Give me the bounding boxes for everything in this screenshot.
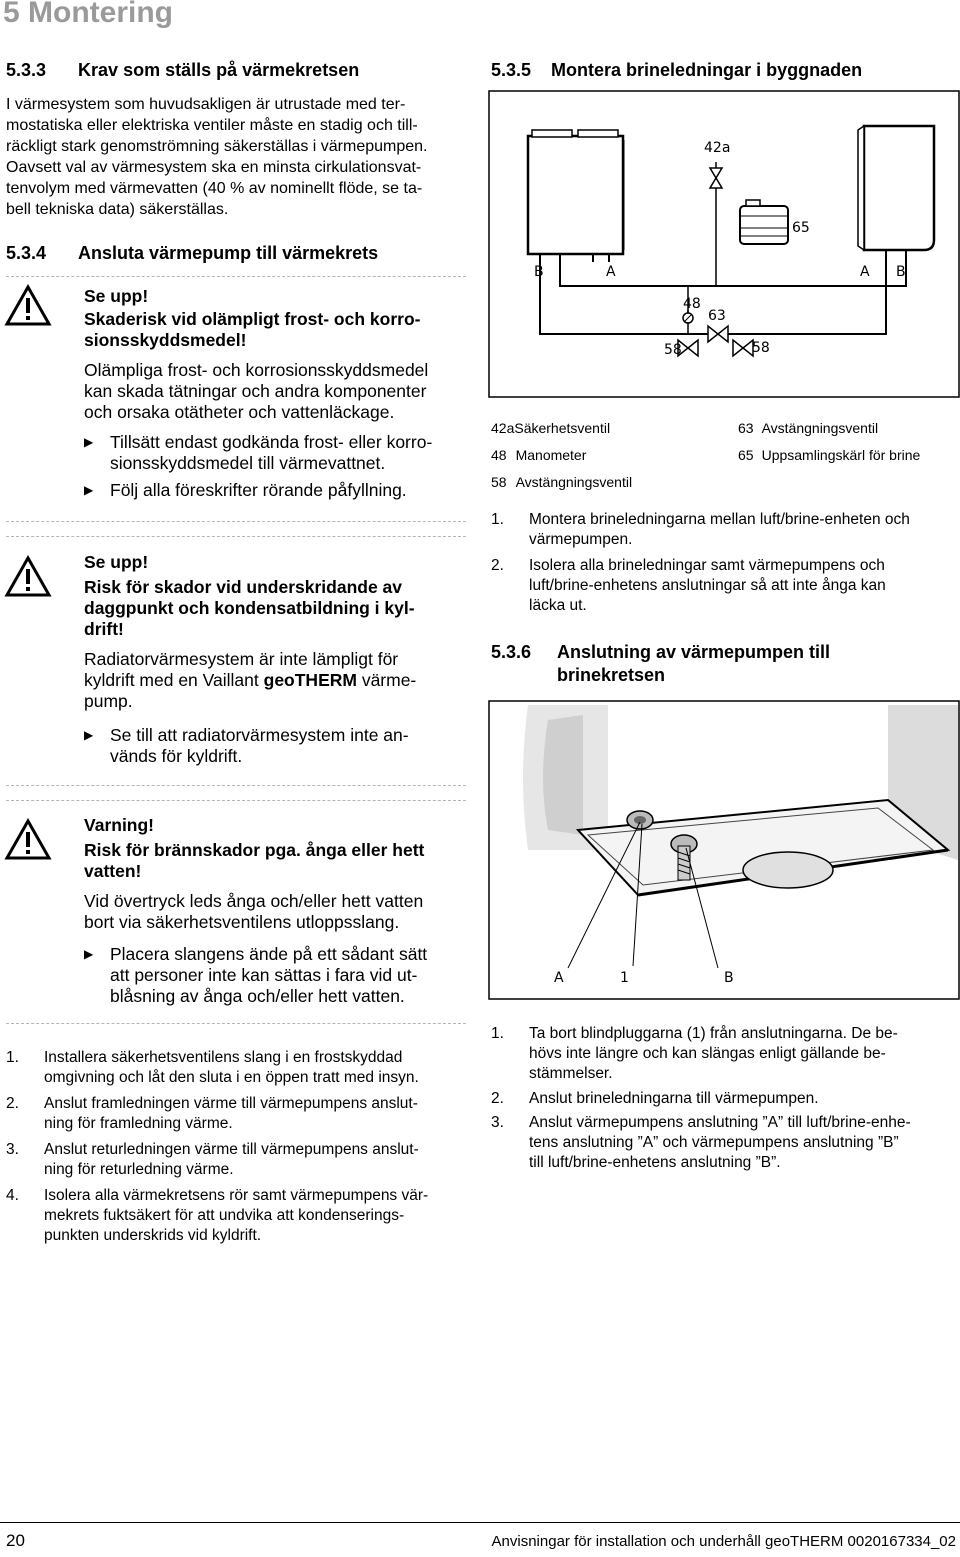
divider: [6, 1023, 466, 1024]
divider: [6, 800, 466, 801]
svg-text:63: 63: [708, 308, 726, 324]
bullet-item: ▶ Se till att radiatorvärmesystem inte an- vänds för kyldrift.: [84, 725, 469, 767]
divider: [6, 536, 466, 537]
svg-text:1: 1: [620, 970, 629, 986]
svg-text:58: 58: [664, 342, 682, 358]
svg-text:A: A: [554, 970, 564, 986]
heat-pump-connections-photo: [488, 700, 960, 1000]
bullet-item: ▶ Tillsätt endast godkända frost- eller korro- sionsskyddsmedel till värmevattnet.: [84, 432, 469, 474]
heat-pump-unit-icon: [858, 126, 934, 272]
air-brine-unit-icon: [528, 130, 624, 272]
safety-valve-icon: [710, 162, 722, 188]
legend-item: 58 Avstängningsventil: [491, 474, 633, 490]
warning-caution-cooling: Se upp! Risk för skador vid underskridande av daggpunkt och kondensatbildning i kyl- drift! Radiatorvärmesystem är inte lämpligt för kyldrift med en Vaillant geoTHERM värme- pump. ▶ Se till att radiatorvärmesystem inte an- vänds för kyldrift.: [84, 552, 469, 767]
svg-text:A: A: [860, 264, 870, 280]
legend-item: 42aSäkerhetsventil: [491, 420, 611, 436]
divider: [6, 521, 466, 522]
svg-text:B: B: [896, 264, 906, 280]
legend-item: 48 Manometer: [491, 447, 587, 463]
warning-triangle-icon: [4, 818, 52, 862]
heading-5-3-4: 5.3.4 Ansluta värmepump till värmekrets: [6, 243, 379, 263]
divider: [6, 785, 466, 786]
svg-text:65: 65: [792, 220, 810, 236]
bullet-item: ▶ Placera slangens ände på ett sådant sätt att personer inte kan sättas i fara vid ut- blåsning av ånga och/eller hett vatten.: [84, 944, 469, 1007]
svg-text:48: 48: [683, 296, 701, 312]
legend-item: 65 Uppsamlingskärl för brine: [738, 447, 921, 463]
warning-burn-risk: Varning! Risk för brännskador pga. ånga eller hett vatten! Vid övertryck leds ånga och/eller hett vatten bort via säkerhetsventilens utloppsslang. ▶ Placera slangens ände på ett sådant sätt att personer inte kan sättas i fara vid ut- blåsning av ånga och/eller hett vatten.: [84, 815, 469, 1007]
brine-circuit-diagram: [488, 90, 960, 398]
paragraph-5-3-3: I värmesystem som huvudsakligen är utrustade med ter- mostatiska eller elektriska ventiler måste en stadig och till- räckligt stark genomströmning säkerställas i värmepumpen. Oavsett val av värmesystem ska en minsta cirkulationsvat- tenvolym med värmevatten (40 % av nominellt flöde, se ta- bell tekniska data) säkerställas.: [6, 96, 428, 218]
svg-text:58: 58: [752, 340, 770, 356]
shutoff-valve-icon: [678, 326, 753, 356]
warning-triangle-icon: [4, 555, 52, 599]
section-header: 5 Montering: [3, 0, 173, 29]
heading-5-3-3: 5.3.3 Krav som ställs på värmekretsen: [6, 60, 360, 80]
bullet-item: ▶ Följ alla föreskrifter rörande påfyllning.: [84, 480, 469, 501]
connection-a-icon: [627, 811, 653, 829]
divider: [6, 276, 466, 277]
manometer-icon: [683, 310, 693, 324]
svg-text:A: A: [606, 264, 616, 280]
svg-text:B: B: [534, 264, 544, 280]
page-number: 20: [6, 1531, 25, 1550]
warning-caution-frost: Se upp! Skaderisk vid olämpligt frost- och korro- sionsskyddsmedel! Olämpliga frost- och korrosionsskyddsmedel kan skada tätningar och andra komponenter och orsaka otätheter och vattenläckage. ▶ Tillsätt endast godkända frost- eller korro- sionsskyddsmedel till värmevattnet. ▶ Följ alla föreskrifter rörande påfyllning.: [84, 286, 469, 501]
heading-5-3-6: 5.3.6 Anslutning av värmepumpen till brinekretsen: [491, 642, 831, 685]
svg-text:B: B: [724, 970, 734, 986]
collecting-vessel-icon: [740, 200, 788, 244]
svg-text:42a: 42a: [704, 140, 731, 156]
heading-5-3-5: 5.3.5 Montera brineledningar i byggnaden: [491, 60, 863, 80]
footer-title: Anvisningar för installation och underhåll geoTHERM 0020167334_02: [491, 1533, 956, 1550]
legend-item: 63 Avstängningsventil: [738, 420, 879, 436]
footer-rule: [0, 1522, 960, 1523]
warning-triangle-icon: [4, 284, 52, 328]
